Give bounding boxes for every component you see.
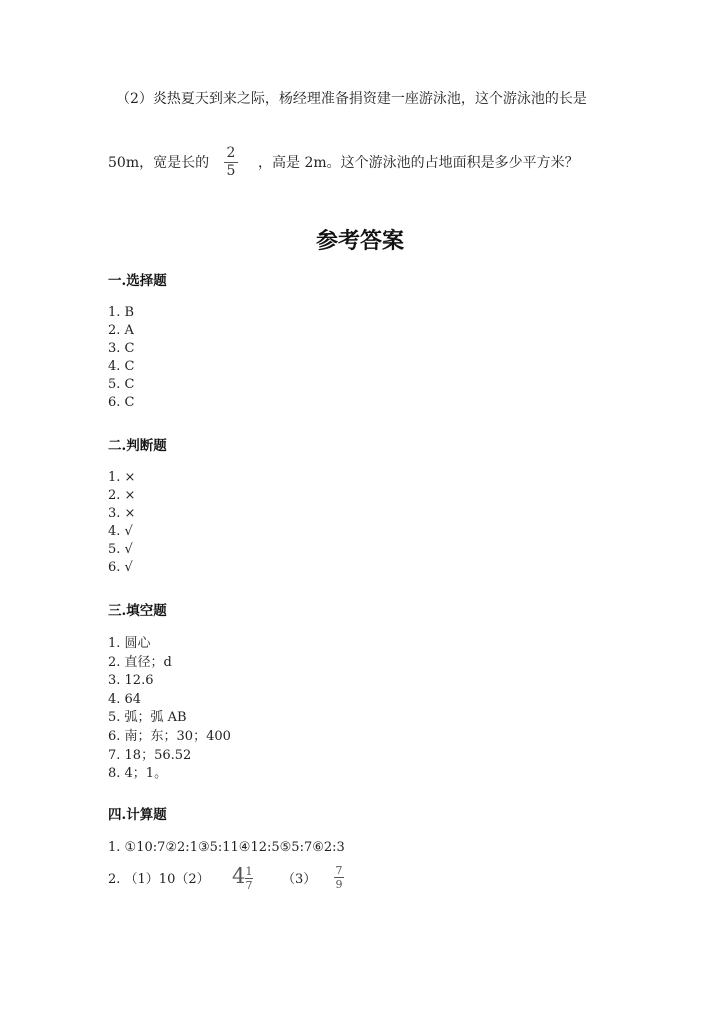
problem-line-2-end: ，高是 2m。这个游泳池的占地面积是多少平方米？ [258, 155, 579, 171]
calc-answer-1: 1. ①10:7②2:1③5:11④12:5⑤5:7⑥2:3 [108, 840, 345, 855]
calc-answer-2-prefix: 2. （1）10（2） [108, 872, 210, 887]
list-item: 3. C [108, 341, 135, 356]
list-item: 1. 圆心 [108, 636, 151, 651]
width-fraction [224, 146, 238, 179]
section-choice-heading: 一.选择题 [108, 273, 167, 289]
list-item: 6. √ [108, 560, 133, 575]
list-item: 8. 4；1。 [108, 766, 168, 782]
section-fill-heading: 三.填空题 [108, 603, 167, 619]
choice-answer-list [108, 304, 134, 412]
answer-fraction-numerator: 7 [335, 864, 343, 877]
list-item: 4. C [108, 359, 135, 374]
calc-answer-2-part3-label: （3） [282, 872, 317, 887]
list-item: 2. × [108, 488, 136, 503]
answer-fraction [334, 865, 344, 890]
fill-answer-list [108, 635, 231, 784]
width-fraction-numerator: 2 [226, 145, 236, 161]
list-item: 6. 南；东；30；400 [108, 728, 231, 744]
list-item: 4. 64 [108, 691, 142, 707]
list-item: 2. A [108, 323, 134, 338]
list-item: 4. √ [108, 524, 133, 539]
mixed-number-whole: 4 [232, 864, 246, 888]
list-item: 7. 18；56.52 [108, 747, 192, 763]
mixed-fraction-denominator: 7 [245, 879, 253, 892]
section-calc-heading: 四.计算题 [108, 807, 167, 823]
list-item: 3. 12.6 [108, 673, 154, 689]
list-item: 5. C [108, 377, 135, 392]
list-item: 6. C [108, 395, 135, 410]
list-item: 5. 弧；弧 AB [108, 710, 187, 726]
list-item: 5. √ [108, 542, 133, 557]
problem-line-1: （2）炎热夏天到来之际，杨经理准备捐资建一座游泳池，这个游泳池的长是 [116, 91, 587, 107]
list-item: 3. × [108, 506, 136, 521]
width-fraction-denominator: 5 [226, 163, 236, 179]
mixed-number-fraction [245, 866, 253, 891]
list-item: 1. × [108, 470, 136, 485]
answer-fraction-denominator: 9 [335, 878, 343, 891]
problem-line-2-start: 50m，宽是长的 [108, 155, 210, 171]
judge-answer-list [108, 469, 135, 577]
answer-title: 参考答案 [315, 228, 404, 254]
list-item: 1. B [108, 305, 135, 320]
mixed-fraction-numerator: 1 [245, 865, 253, 878]
list-item: 2. 直径；d [108, 654, 172, 670]
section-judge-heading: 二.判断题 [108, 438, 167, 454]
